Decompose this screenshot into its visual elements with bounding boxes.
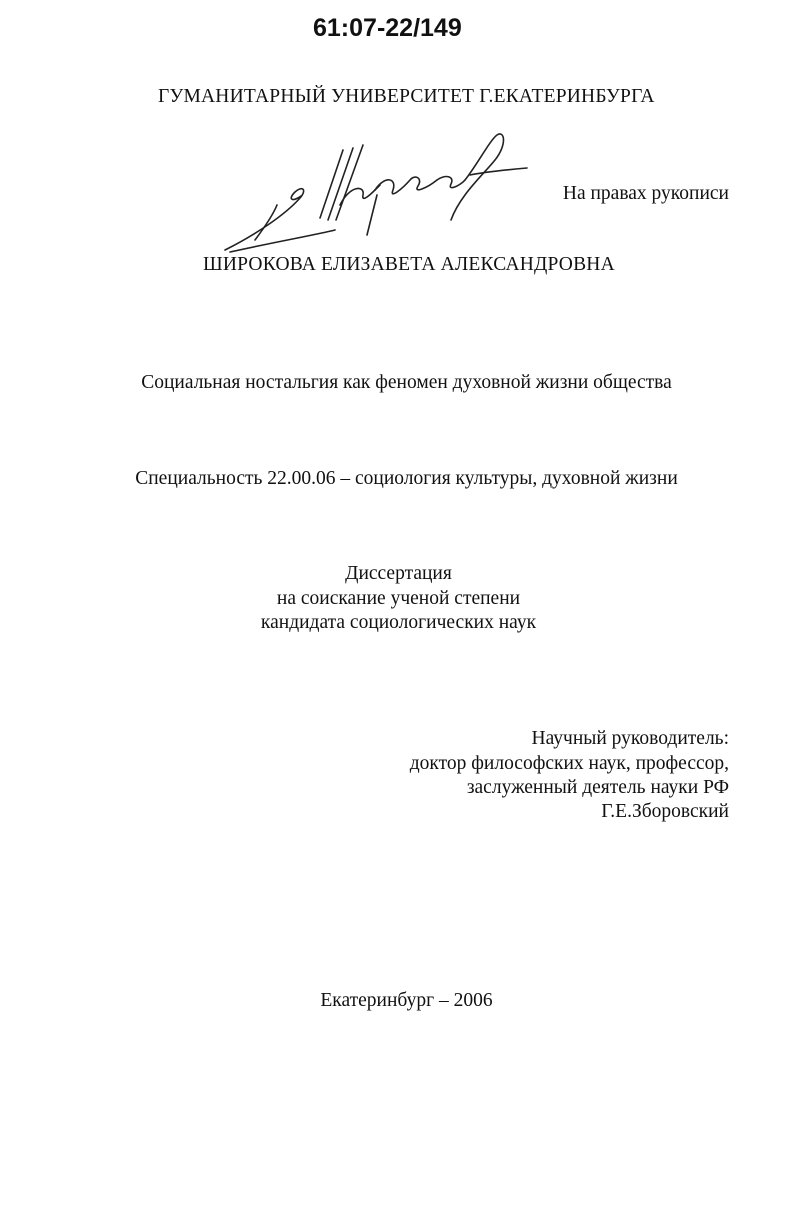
handwritten-signature — [215, 130, 535, 260]
signature-stroke — [367, 195, 377, 235]
signature-stroke — [470, 168, 527, 175]
supervisor-degree: доктор философских наук, профессор, — [409, 753, 729, 774]
supervisor-name: Г.Е.Зборовский — [601, 801, 729, 822]
archive-stamp-code: 61:07-22/149 — [313, 14, 462, 42]
signature-stroke — [255, 205, 277, 240]
supervisor-heading: Научный руководитель: — [531, 728, 729, 749]
supervisor-honor: заслуженный деятель науки РФ — [466, 777, 729, 798]
specialty-line: Специальность 22.00.06 – социология культуры, духовной жизни — [135, 468, 678, 489]
city-year: Екатеринбург – 2006 — [320, 990, 493, 1011]
degree-line-2: на соискание ученой степени — [276, 588, 521, 609]
university-name: ГУМАНИТАРНЫЙ УНИВЕРСИТЕТ Г.ЕКАТЕРИНБУРГА — [158, 86, 655, 107]
signature-stroke — [225, 189, 304, 250]
degree-line-3: кандидата социологических наук — [260, 612, 537, 633]
signature-stroke — [451, 134, 504, 220]
dissertation-title: Социальная ностальгия как феномен духовной жизни общества — [141, 372, 672, 393]
rights-notice: На правах рукописи — [562, 183, 729, 204]
signature-stroke — [340, 185, 380, 205]
author-name: ШИРОКОВА ЕЛИЗАВЕТА АЛЕКСАНДРОВНА — [203, 254, 615, 275]
degree-line-1: Диссертация — [345, 563, 452, 584]
signature-stroke — [230, 230, 335, 252]
signature-stroke — [375, 177, 465, 194]
